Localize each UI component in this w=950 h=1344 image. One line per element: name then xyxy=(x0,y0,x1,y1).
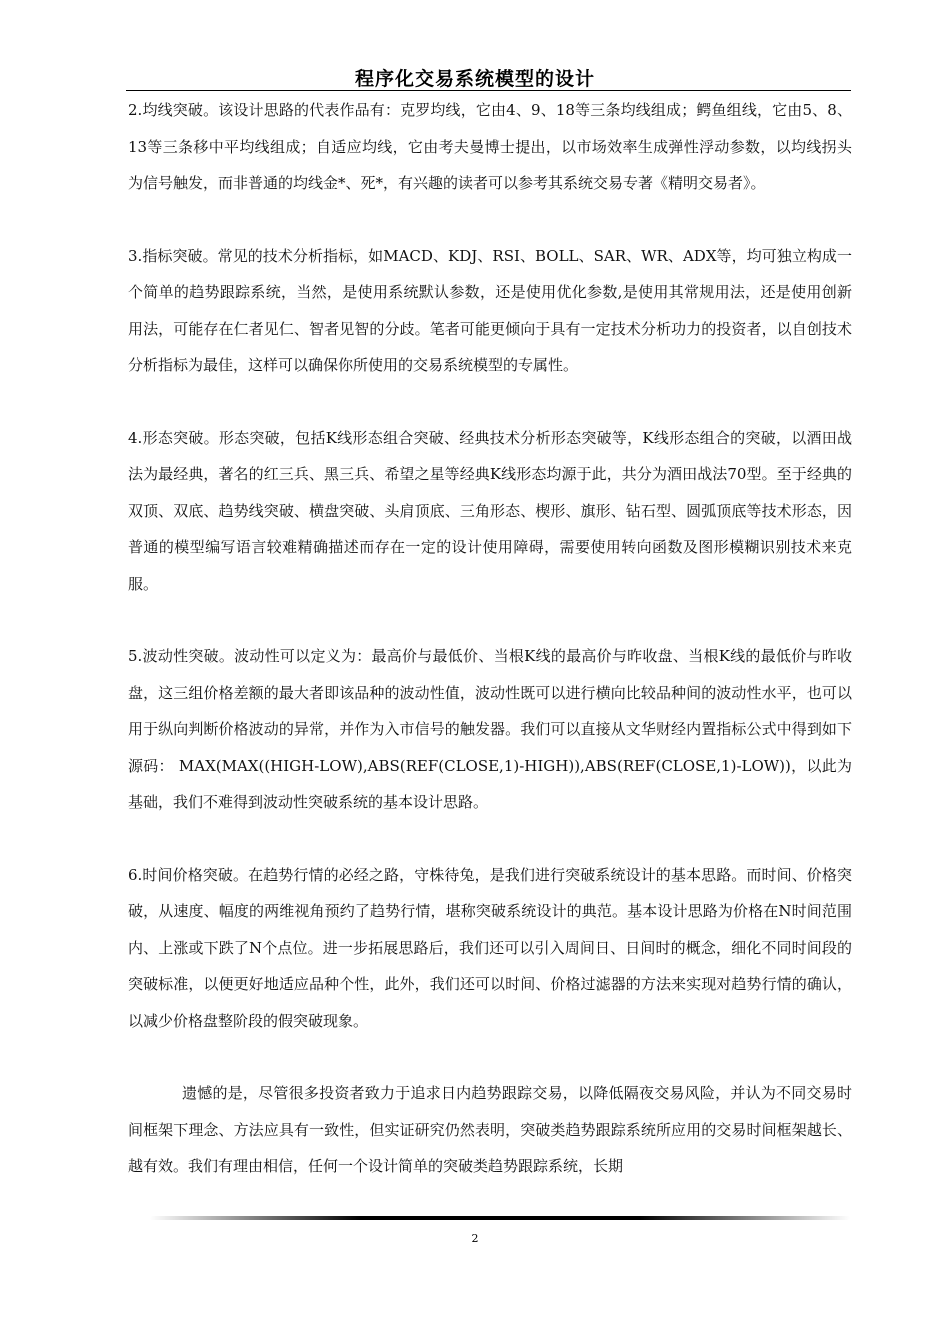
header-divider xyxy=(126,90,851,91)
paragraph-conclusion: 遗憾的是，尽管很多投资者致力于追求日内趋势跟踪交易，以降低隔夜交易风险，并认为不同交易时间框架下理念、方法应具有一致性，但实证研究仍然表明，突破类趋势跟踪系统所应用的交易时间框架越长、越有效。我们有理由相信，任何一个设计简单的突破类趋势跟踪系统，长期 xyxy=(128,1084,852,1175)
paragraph-pattern-breakout: 4.形态突破。形态突破，包括K线形态组合突破、经典技术分析形态突破等，K线形态组合的突破，以酒田战法为最经典，著名的红三兵、黑三兵、希望之星等经典K线形态均源于此，共分为酒田战法70型。至于经典的双顶、双底、趋势线突破、横盘突破、头肩顶底、三角形态、楔形、旗形、钻石型、圆弧顶底等技术形态，因普通的模型编写语言较难精确描述而存在一定的设计使用障碍，需要使用转向函数及图形模糊识别技术来克服。 xyxy=(128,428,852,593)
paragraph-indicator-breakout: 3.指标突破。常见的技术分析指标，如MACD、KDJ、RSI、BOLL、SAR、WR、ADX等，均可独立构成一个简单的趋势跟踪系统，当然，是使用系统默认参数，还是使用优化参数,是使用其常规用法，还是使用创新用法，可能存在仁者见仁、智者见智的分歧。笔者可能更倾向于具有一定技术分析功力的投资者，以自创技术分析指标为最佳，这样可以确保你所使用的交易系统模型的专属性。 xyxy=(128,246,852,374)
footer-divider xyxy=(150,1216,850,1220)
paragraph-ma-breakout: 2.均线突破。该设计思路的代表作品有：克罗均线，它由4、9、18等三条均线组成；鳄鱼组线，它由5、8、13等三条移中平均线组成；自适应均线，它由考夫曼博士提出，以市场效率生成弹性浮动参数，以均线拐头为信号触发，而非普通的均线金*、死*，有兴趣的读者可以参考其系统交易专著《精明交易者》。 xyxy=(128,101,852,192)
page-number: 2 xyxy=(471,1232,479,1245)
paragraph-volatility-breakout: 5.波动性突破。波动性可以定义为：最高价与最低价、当根K线的最高价与昨收盘、当根K线的最低价与昨收盘，这三组价格差额的最大者即该品种的波动性值，波动性既可以进行横向比较品种间的波动性水平，也可以用于纵向判断价格波动的异常，并作为入市信号的触发器。我们可以直接从文华财经内置指标公式中得到如下源码： MAX(MAX((HIGH-LOW),ABS(REF(CLOSE,1)-HIGH)),ABS(REF(CLOSE,1)-LOW))，以此为基础，我们不难得到波动性突破系统的基本设计思路。 xyxy=(128,647,852,811)
paragraph-time-price-breakout: 6.时间价格突破。在趋势行情的必经之路，守株待兔，是我们进行突破系统设计的基本思路。而时间、价格突破，从速度、幅度的两维视角预约了趋势行情，堪称突破系统设计的典范。基本设计思路为价格在N时间范围内、上涨或下跌了N个点位。进一步拓展思路后，我们还可以引入周间日、日间时的概念，细化不同时间段的突破标准，以便更好地适应品种个性，此外，我们还可以时间、价格过滤器的方法来实现对趋势行情的确认，以减少价格盘整阶段的假突破现象。 xyxy=(128,865,852,1030)
running-header-title: 程序化交易系统模型的设计 xyxy=(354,68,595,90)
body-text xyxy=(128,92,852,1185)
